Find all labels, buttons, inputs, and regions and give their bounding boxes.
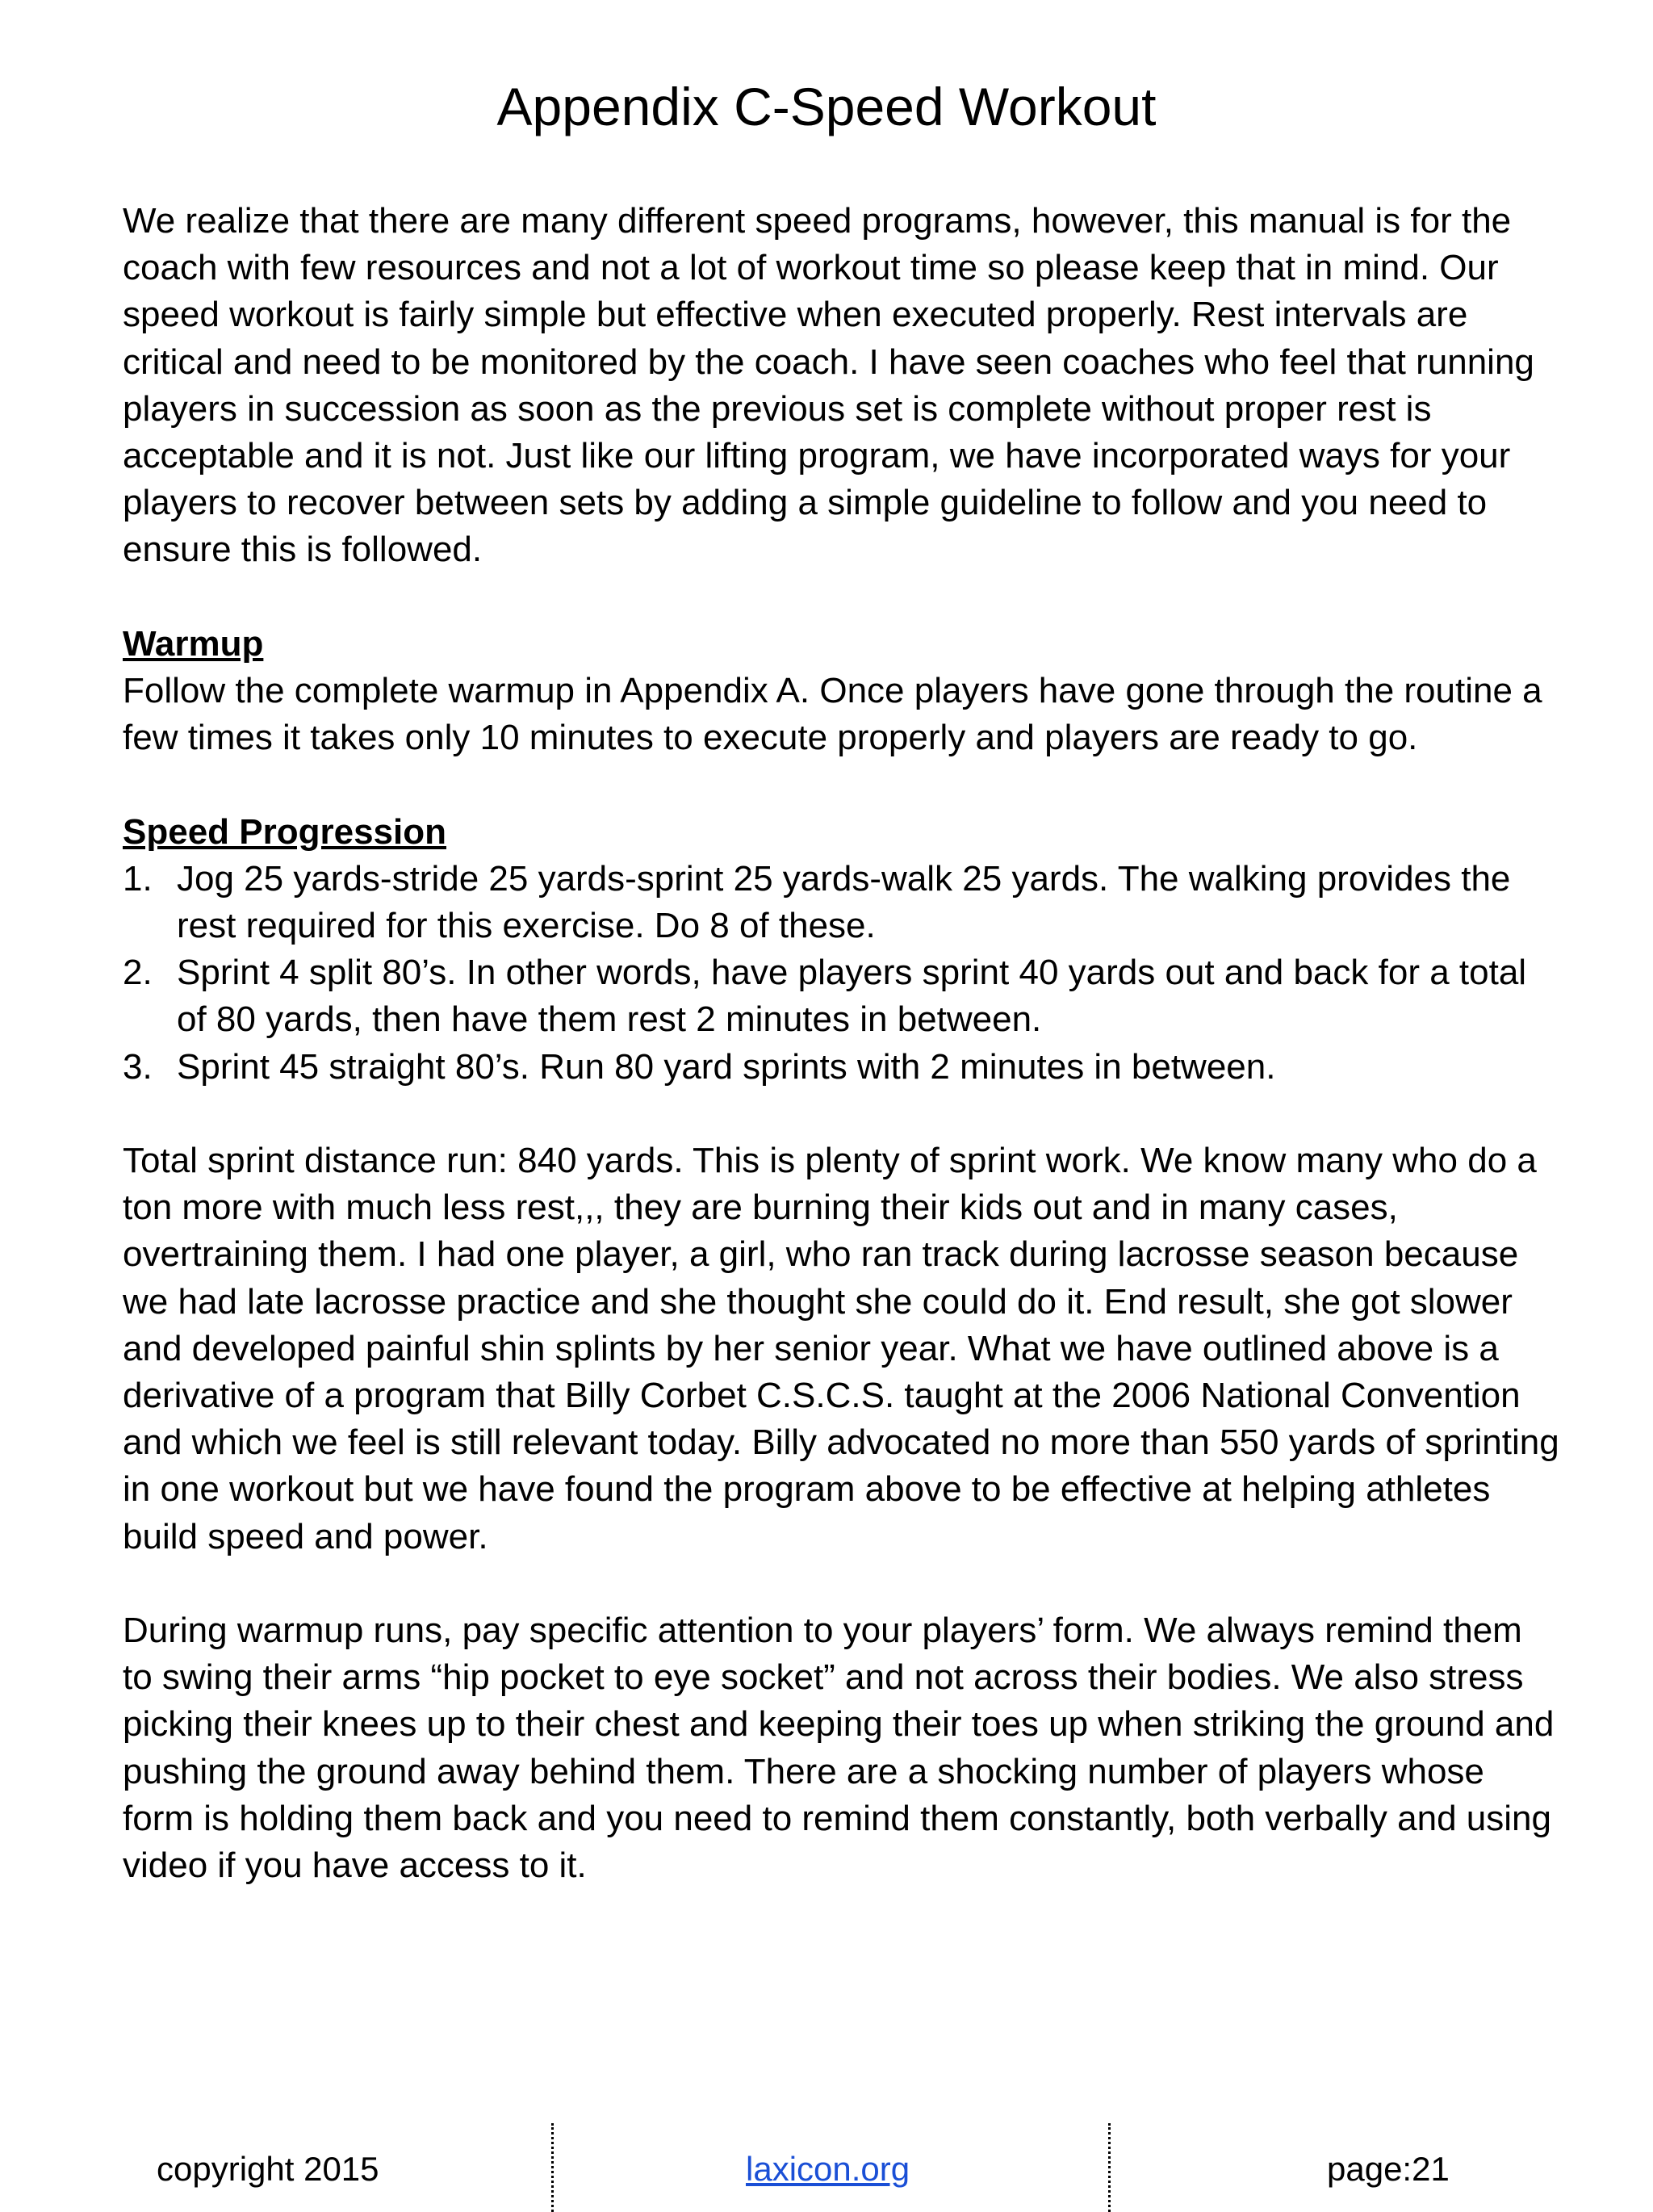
footer-website-link[interactable]: laxicon.org bbox=[746, 2150, 910, 2188]
document-body bbox=[123, 198, 1559, 1936]
footer-copyright: copyright 2015 bbox=[157, 2150, 379, 2188]
speed-progression-section bbox=[123, 809, 1559, 1091]
warmup-paragraph: Follow the complete warmup in Appendix A. Once players have gone through the routine a few times it takes only 10 minutes to execute properly and players are ready to go. bbox=[123, 671, 1542, 758]
list-item-number: 2. bbox=[123, 953, 153, 993]
footer-divider bbox=[1108, 2123, 1111, 2212]
speed-progression-list bbox=[123, 856, 1559, 1091]
list-item-number: 3. bbox=[123, 1046, 153, 1087]
list-item bbox=[123, 949, 1559, 1043]
list-item bbox=[123, 1044, 1559, 1091]
warmup-section bbox=[123, 621, 1559, 762]
page-title: Appendix C-Speed Workout bbox=[496, 77, 1157, 136]
footer-divider bbox=[551, 2123, 554, 2212]
page-footer bbox=[0, 2115, 1653, 2205]
intro-paragraph: We realize that there are many different speed programs, however, this manual is for the coach with few resources and not a lot of workout time so please keep that in mind. Our speed workout is fairly simple but effective when executed properly. Rest intervals are critical and need to be monitored by the coach. I have seen coaches who feel that running players in succession as soon as the previous set is complete without proper rest is acceptable and it is not. Just like our lifting program, we have incorporated ways for your players to recover between sets by adding a simple guideline to follow and you need to ensure this is followed. bbox=[123, 201, 1534, 570]
list-item-number: 1. bbox=[123, 858, 153, 899]
list-item-text: Jog 25 yards-stride 25 yards-sprint 25 yards-walk 25 yards. The walking provides the rest required for this exercise. Do 8 of these. bbox=[177, 858, 1511, 946]
list-item bbox=[123, 856, 1559, 949]
form-paragraph: During warmup runs, pay specific attention to your players’ form. We always remind them to swing their arms “hip pocket to eye socket” and not across their bodies. We also stress picking their knees up to their chest and keeping their toes up when striking the ground and pushing the ground away behind them. There are a shocking number of players whose form is holding them back and you need to remind them constantly, both verbally and using video if you have access to it. bbox=[123, 1611, 1555, 1886]
list-item-text: Sprint 45 straight 80’s. Run 80 yard sprints with 2 minutes in between. bbox=[177, 1046, 1276, 1087]
speed-progression-heading: Speed Progression bbox=[123, 811, 447, 852]
warmup-heading: Warmup bbox=[123, 623, 264, 664]
total-distance-paragraph: Total sprint distance run: 840 yards. This is plenty of sprint work. We know many who do a ton more with much less rest,,, they are burning their kids out and in many cases, overtraining them. I had one player, a girl, who ran track during lacrosse season because we had late lacrosse practice and she thought she could do it. End result, she got slower and developed painful shin splints by her senior year. What we have outlined above is a derivative of a program that Billy Corbet C.S.C.S. taught at the 2006 National Convention and which we feel is still relevant today. Billy advocated no more than 550 yards of sprinting in one workout but we have found the program above to be effective at helping athletes build speed and power. bbox=[123, 1141, 1559, 1556]
list-item-text: Sprint 4 split 80’s. In other words, have players sprint 40 yards out and back for a total of 80 yards, then have them rest 2 minutes in between. bbox=[177, 953, 1527, 1040]
footer-page-number: page:21 bbox=[1327, 2150, 1450, 2188]
